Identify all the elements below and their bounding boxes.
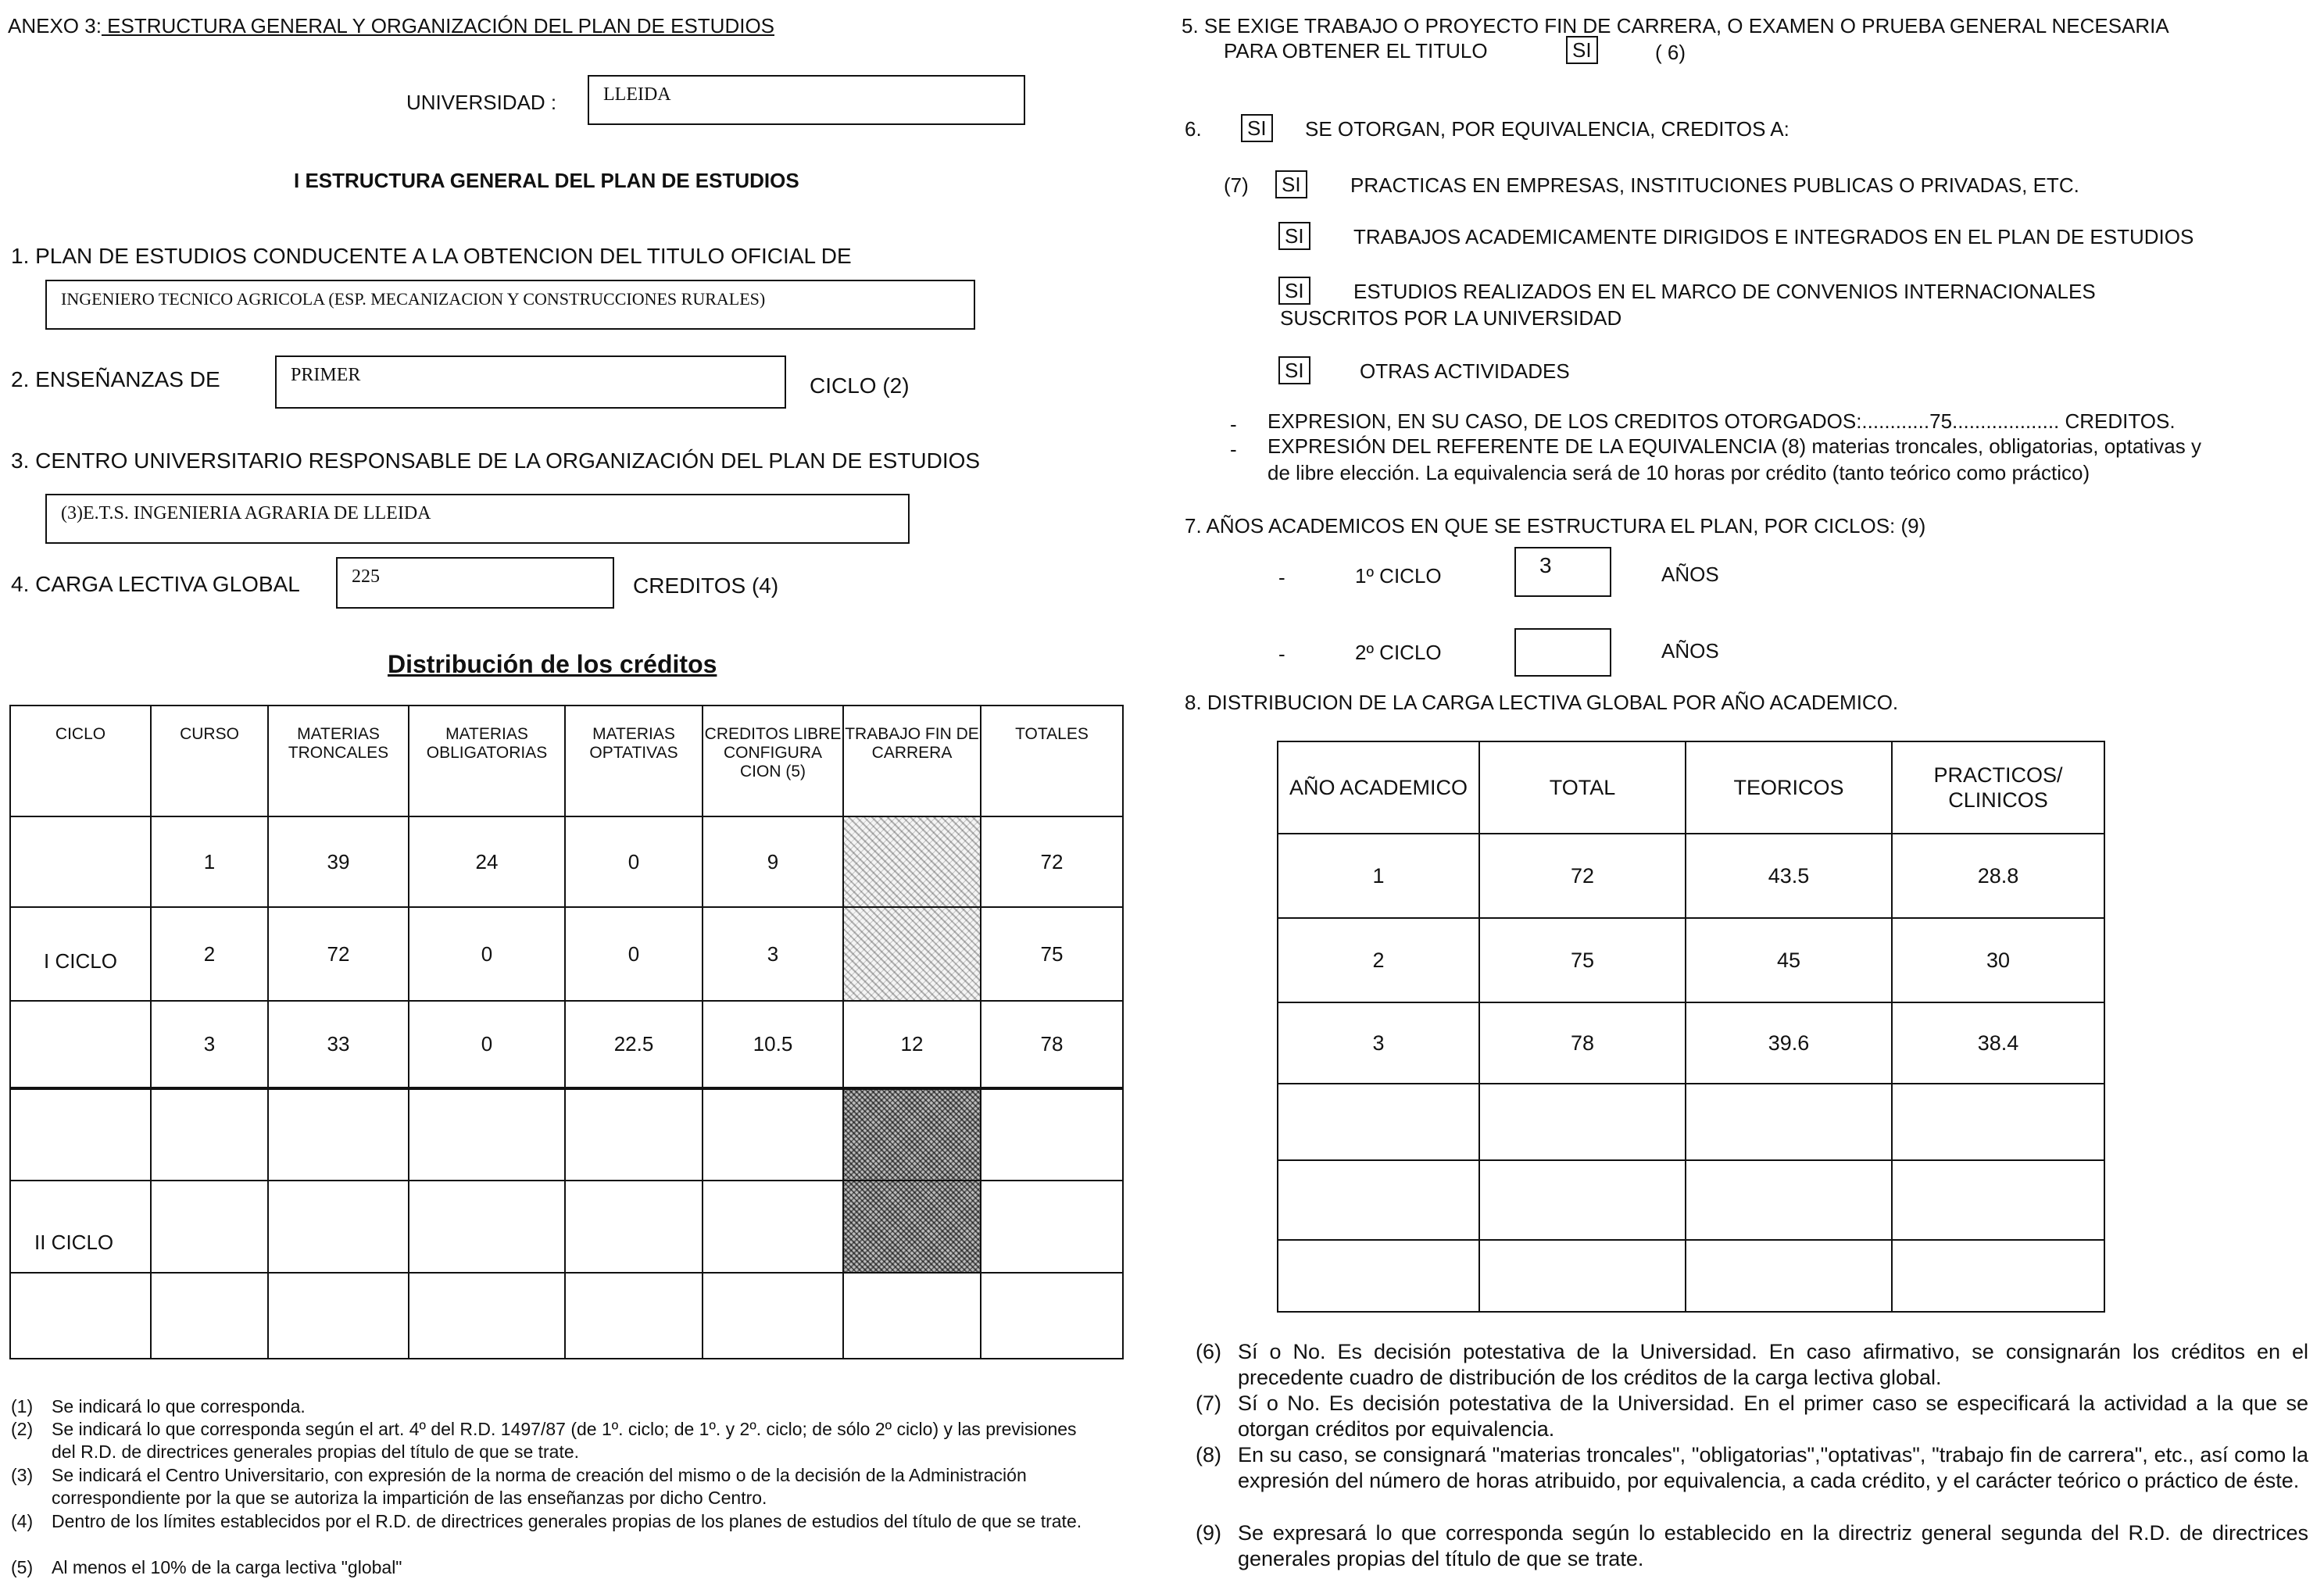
ciclo-suffix: CICLO (2) (810, 373, 910, 398)
footnote-number: (3) (11, 1465, 34, 1485)
table-cell: 78 (1479, 1002, 1686, 1084)
table-cell (1892, 1160, 2104, 1240)
table-cell (268, 1181, 409, 1273)
header-ciclo: CICLO (10, 706, 151, 816)
table-cell (268, 1088, 409, 1181)
table-cell (703, 1273, 843, 1359)
table-cell: 0 (565, 907, 703, 1001)
table-cell: 30 (1892, 918, 2104, 1002)
footnote-text: Dentro de los límites establecidos por el R.D. de directrices generales propias de los planes de estudios del título de que se trate. (52, 1511, 1082, 1531)
table-cell (703, 1181, 843, 1273)
dash: - (1230, 438, 1237, 461)
shaded-cell (843, 816, 981, 907)
ciclo-1-years-field: 3 (1514, 547, 1611, 597)
ciclo-1-years-label: 1º CICLO (1355, 564, 1442, 588)
item-6-ref: (7) (1224, 173, 1249, 197)
footnote-text: Sí o No. Es decisión potestativa de la Universidad. En el primer caso se especificará la actividad a la que se otorgan créditos por equivalencia. (1238, 1391, 2308, 1441)
table-cell (1479, 1240, 1686, 1312)
table-cell (981, 1088, 1123, 1181)
table-row (1278, 1002, 2104, 1084)
table-cell (151, 1181, 268, 1273)
table-cell: 39 (268, 816, 409, 907)
table-cell: 2 (1278, 918, 1479, 1002)
table-cell (268, 1273, 409, 1359)
trabajos-text: TRABAJOS ACADEMICAMENTE DIRIGIDOS E INTEGRADOS EN EL PLAN DE ESTUDIOS (1353, 225, 2194, 248)
table-row (1278, 1240, 2104, 1312)
footnote-text: Al menos el 10% de la carga lectiva "global" (52, 1557, 402, 1577)
table-row (10, 907, 1123, 1001)
table-cell: 39.6 (1686, 1002, 1892, 1084)
anexo-title: ESTRUCTURA GENERAL Y ORGANIZACIÓN DEL PLAN DE ESTUDIOS (101, 14, 775, 38)
table-cell (565, 1181, 703, 1273)
table-cell (409, 1273, 565, 1359)
footnote-number: (9) (1196, 1521, 1221, 1545)
dash: - (1230, 413, 1237, 436)
table-cell: 2 (151, 907, 268, 1001)
table-row (1278, 1084, 2104, 1160)
carga-header-row (1278, 741, 2104, 834)
table-cell (1479, 1084, 1686, 1160)
item-3-label: 3. CENTRO UNIVERSITARIO RESPONSABLE DE LA ORGANIZACIÓN DEL PLAN DE ESTUDIOS (11, 448, 981, 473)
footnote (11, 1556, 1105, 1579)
table-cell: 43.5 (1686, 834, 1892, 918)
footnote (11, 1464, 1105, 1509)
table-cell: 10.5 (703, 1001, 843, 1088)
item-6-number: 6. (1185, 117, 1202, 141)
footnote-number: (1) (11, 1396, 34, 1416)
table-cell: 3 (151, 1001, 268, 1088)
otras-check: SI (1278, 356, 1310, 384)
header-trabajo-fin: TRABAJO FIN DE CARRERA (843, 706, 981, 816)
table-cell (409, 1181, 565, 1273)
table-cell: 72 (981, 816, 1123, 907)
dash: - (1278, 566, 1285, 589)
table-cell: 3 (703, 907, 843, 1001)
table-cell: 28.8 (1892, 834, 2104, 918)
table-cell: 72 (1479, 834, 1686, 918)
convenios-line2: SUSCRITOS POR LA UNIVERSIDAD (1280, 306, 1622, 330)
table-cell (703, 1088, 843, 1181)
universidad-field: LLEIDA (588, 75, 1025, 125)
section-title: I ESTRUCTURA GENERAL DEL PLAN DE ESTUDIOS (294, 169, 799, 192)
shaded-cell (843, 1088, 981, 1181)
table-cell (10, 1273, 151, 1359)
table-cell (151, 1088, 268, 1181)
table-cell: 0 (409, 907, 565, 1001)
table-row (10, 1181, 1123, 1273)
table-row (10, 1088, 1123, 1181)
footnote-number: (6) (1196, 1340, 1221, 1363)
ciclo-1-label (10, 907, 151, 1001)
table-cell: 22.5 (565, 1001, 703, 1088)
item-8: 8. DISTRIBUCION DE LA CARGA LECTIVA GLOBAL POR AÑO ACADEMICO. (1185, 691, 1899, 714)
footnote-text: Sí o No. Es decisión potestativa de la Universidad. En caso afirmativo, se consignarán los créditos en el precedente cuadro de distribución de los créditos de la carga lectiva global. (1238, 1340, 2308, 1389)
header-total: TOTAL (1479, 741, 1686, 834)
table-row (1278, 1160, 2104, 1240)
ciclo-2-years-label: 2º CICLO (1355, 641, 1442, 664)
item-2-label: 2. ENSEÑANZAS DE (11, 367, 220, 391)
footnote (11, 1510, 1105, 1533)
ciclo-1-text: I CICLO (44, 949, 117, 973)
table-cell: 0 (565, 816, 703, 907)
anos-label: AÑOS (1661, 563, 1719, 586)
footnote-text: En su caso, se consignará "materias troncales", "obligatorias","optativas", "trabajo fin de carrera", etc., así como la expresión del número de horas atribuido, por equivalencia, a cada crédito, y el carácter teórico o práctico de éste. (1238, 1443, 2308, 1492)
ensenanzas-field: PRIMER (275, 355, 786, 409)
table-cell (565, 1273, 703, 1359)
table-cell (1686, 1084, 1892, 1160)
table-cell: 24 (409, 816, 565, 907)
titulo-field: INGENIERO TECNICO AGRICOLA (ESP. MECANIZACION Y CONSTRUCCIONES RURALES) (45, 280, 975, 330)
table-cell (10, 1001, 151, 1088)
header-troncales: MATERIAS TRONCALES (268, 706, 409, 816)
table-cell (843, 1273, 981, 1359)
creditos-otorgados: EXPRESION, EN SU CASO, DE LOS CREDITOS OTORGADOS:............75................... CREDITOS. (1267, 409, 2176, 433)
table-row (1278, 834, 2104, 918)
item-5-line2: PARA OBTENER EL TITULO (1224, 39, 1488, 63)
header-teoricos: TEORICOS (1686, 741, 1892, 834)
table-cell (1278, 1160, 1479, 1240)
table-cell: 75 (981, 907, 1123, 1001)
table-row (1278, 918, 2104, 1002)
table-cell: 72 (268, 907, 409, 1001)
table-row (10, 1273, 1123, 1359)
anos-label: AÑOS (1661, 639, 1719, 663)
footnote-text: Se indicará lo que corresponda según el art. 4º del R.D. 1497/87 (de 1º. ciclo; de 1º. y 2º. ciclo; de sólo 2º ciclo) y las previsiones del R.D. de directrices generales propias del título de que se trate. (52, 1419, 1077, 1462)
item-7: 7. AÑOS ACADEMICOS EN QUE SE ESTRUCTURA EL PLAN, POR CICLOS: (9) (1185, 514, 1926, 538)
table-cell: 75 (1479, 918, 1686, 1002)
carga-field: 225 (336, 557, 614, 609)
table-cell (981, 1273, 1123, 1359)
anexo-label: ANEXO 3: (8, 14, 102, 38)
header-obligatorias: MATERIAS OBLIGATORIAS (409, 706, 565, 816)
header-libre-configuracion: CREDITOS LIBRE CONFIGURA CION (5) (703, 706, 843, 816)
item-5-ref: ( 6) (1655, 41, 1686, 64)
table-cell (1686, 1240, 1892, 1312)
convenios-line1: ESTUDIOS REALIZADOS EN EL MARCO DE CONVENIOS INTERNACIONALES (1353, 280, 2096, 303)
practicas-text: PRACTICAS EN EMPRESAS, INSTITUCIONES PUBLICAS O PRIVADAS, ETC. (1350, 173, 2079, 197)
creditos-equivalencia-check: SI (1241, 114, 1273, 142)
footnote-number: (7) (1196, 1391, 1221, 1415)
item-1-label: 1. PLAN DE ESTUDIOS CONDUCENTE A LA OBTENCION DEL TITULO OFICIAL DE (11, 244, 852, 268)
ciclo-2-years-field (1514, 628, 1611, 677)
carga-table (1277, 741, 2105, 1313)
table-cell (1892, 1240, 2104, 1312)
distribucion-header-row (10, 706, 1123, 816)
table-cell (981, 1181, 1123, 1273)
item-4-label: 4. CARGA LECTIVA GLOBAL (11, 572, 300, 596)
header-totales: TOTALES (981, 706, 1123, 816)
referente-line2: de libre elección. La equivalencia será de 10 horas por crédito (tanto teórico como práctico) (1267, 461, 2090, 484)
table-cell: 9 (703, 816, 843, 907)
table-cell (409, 1088, 565, 1181)
distribucion-title: Distribución de los créditos (388, 650, 717, 678)
footnote (1196, 1442, 2308, 1494)
header-ano-academico: AÑO ACADEMICO (1278, 741, 1479, 834)
table-cell: 38.4 (1892, 1002, 2104, 1084)
trabajo-fin-check: SI (1566, 36, 1598, 64)
trabajos-check: SI (1278, 222, 1310, 250)
anexo-heading (8, 14, 774, 38)
table-cell: 1 (1278, 834, 1479, 918)
table-cell (1686, 1160, 1892, 1240)
distribucion-table (9, 705, 1124, 1359)
footnote-text: Se expresará lo que corresponda según lo establecido en la directriz general segunda del R.D. de directrices generales propias del título de que se trate. (1238, 1521, 2308, 1570)
table-cell (565, 1088, 703, 1181)
table-cell: 78 (981, 1001, 1123, 1088)
footnote (1196, 1339, 2308, 1391)
footnote (1196, 1520, 2308, 1572)
universidad-label: UNIVERSIDAD : (406, 91, 557, 114)
footnote (11, 1395, 1105, 1418)
header-practicos: PRACTICOS/ CLINICOS (1892, 741, 2104, 834)
table-cell: 12 (843, 1001, 981, 1088)
shaded-cell (843, 907, 981, 1001)
table-cell: 45 (1686, 918, 1892, 1002)
footnote-text: Se indicará el Centro Universitario, con expresión de la norma de creación del mismo o de la decisión de la Administración correspondiente por la que se autoriza la impartición de las enseñanzas por dicho Centro. (52, 1465, 1027, 1508)
ciclo-2-text: II CICLO (34, 1231, 114, 1254)
table-cell: 0 (409, 1001, 565, 1088)
item-6-text: SE OTORGAN, POR EQUIVALENCIA, CREDITOS A: (1305, 117, 1789, 141)
shaded-cell (843, 1181, 981, 1273)
footnote-number: (2) (11, 1419, 34, 1439)
footnote-number: (4) (11, 1511, 34, 1531)
centro-field: (3)E.T.S. INGENIERIA AGRARIA DE LLEIDA (45, 494, 910, 544)
footnote-number: (8) (1196, 1443, 1221, 1466)
table-row (10, 1001, 1123, 1088)
table-cell: 33 (268, 1001, 409, 1088)
table-cell (1278, 1240, 1479, 1312)
dash: - (1278, 642, 1285, 666)
table-cell (1479, 1160, 1686, 1240)
table-cell (10, 1088, 151, 1181)
item-5-line1: 5. SE EXIGE TRABAJO O PROYECTO FIN DE CARRERA, O EXAMEN O PRUEBA GENERAL NECESARIA (1182, 14, 2169, 38)
header-optativas: MATERIAS OPTATIVAS (565, 706, 703, 816)
footnote-number: (5) (11, 1557, 34, 1577)
table-row (10, 816, 1123, 907)
table-cell (151, 1273, 268, 1359)
table-cell: 3 (1278, 1002, 1479, 1084)
otras-text: OTRAS ACTIVIDADES (1360, 359, 1570, 383)
footnote (11, 1418, 1105, 1463)
table-cell (10, 816, 151, 907)
ciclo-2-label (10, 1181, 151, 1273)
table-cell (1892, 1084, 2104, 1160)
table-cell (1278, 1084, 1479, 1160)
table-cell: 1 (151, 816, 268, 907)
referente-line1: EXPRESIÓN DEL REFERENTE DE LA EQUIVALENCIA (8) materias troncales, obligatorias, optativas y (1267, 434, 2201, 458)
footnote (1196, 1391, 2308, 1442)
practicas-check: SI (1275, 170, 1307, 198)
creditos-suffix: CREDITOS (4) (633, 573, 779, 598)
header-curso: CURSO (151, 706, 268, 816)
convenios-check: SI (1278, 277, 1310, 305)
footnote-text: Se indicará lo que corresponda. (52, 1396, 306, 1416)
